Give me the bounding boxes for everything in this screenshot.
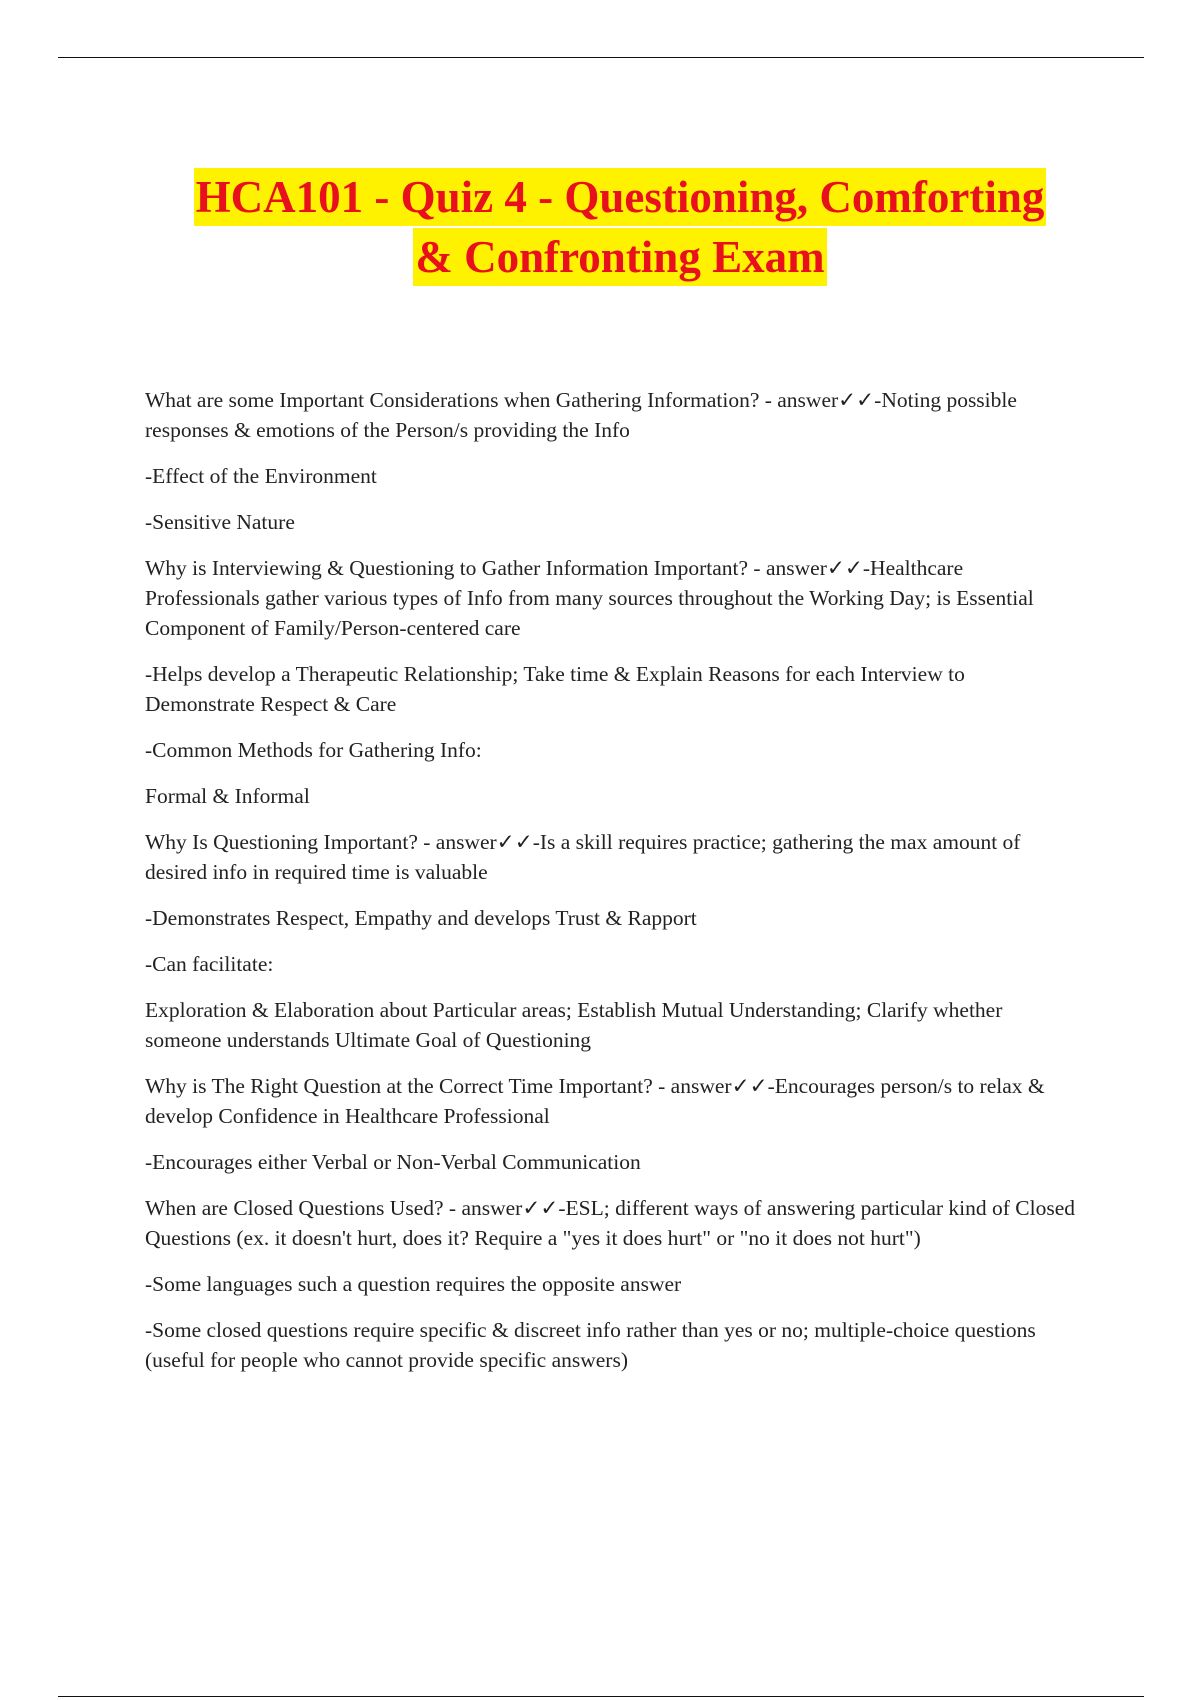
paragraph: -Effect of the Environment bbox=[145, 464, 377, 488]
document-body bbox=[145, 385, 1080, 1391]
paragraph: Formal & Informal bbox=[145, 784, 310, 808]
paragraph: -Can facilitate: bbox=[145, 952, 274, 976]
paragraph: -Some languages such a question requires the opposite answer bbox=[145, 1272, 682, 1296]
document-title bbox=[60, 168, 1180, 288]
paragraph: What are some Important Considerations when Gathering Information? - answer✓✓-Noting possible responses & emotions of the Person/s providing the Info bbox=[145, 388, 1017, 442]
paragraph: -Encourages either Verbal or Non-Verbal Communication bbox=[145, 1150, 641, 1174]
paragraph: -Sensitive Nature bbox=[145, 510, 295, 534]
paragraph: -Common Methods for Gathering Info: bbox=[145, 738, 482, 762]
paragraph: When are Closed Questions Used? - answer✓✓-ESL; different ways of answering particular kind of Closed Questions (ex. it doesn't hurt, does it? Require a "yes it does hurt" or "no it does not hurt") bbox=[145, 1196, 1076, 1250]
paragraph: -Helps develop a Therapeutic Relationship; Take time & Explain Reasons for each Interview to Demonstrate Respect & Care bbox=[145, 662, 965, 716]
paragraph: -Demonstrates Respect, Empathy and develops Trust & Rapport bbox=[145, 906, 697, 930]
paragraph: Why is The Right Question at the Correct Time Important? - answer✓✓-Encourages person/s to relax & develop Confidence in Healthcare Professional bbox=[145, 1074, 1045, 1128]
paragraph: -Some closed questions require specific & discreet info rather than yes or no; multiple-choice questions (useful for people who cannot provide specific answers) bbox=[145, 1318, 1036, 1372]
paragraph: Why Is Questioning Important? - answer✓✓-Is a skill requires practice; gathering the max amount of desired info in required time is valuable bbox=[145, 830, 1021, 884]
top-rule bbox=[58, 57, 1144, 58]
title-line-2: & Confronting Exam bbox=[413, 228, 826, 286]
paragraph: Exploration & Elaboration about Particular areas; Establish Mutual Understanding; Clarify whether someone understands Ultimate Goal of Questioning bbox=[145, 998, 1003, 1052]
bottom-rule bbox=[58, 1696, 1144, 1697]
title-line-1: HCA101 - Quiz 4 - Questioning, Comforting bbox=[194, 168, 1047, 226]
paragraph: Why is Interviewing & Questioning to Gather Information Important? - answer✓✓-Healthcare Professionals gather various types of Info from many sources throughout the Working Day; is Essential Component of Family/Person-centered care bbox=[145, 556, 1034, 640]
